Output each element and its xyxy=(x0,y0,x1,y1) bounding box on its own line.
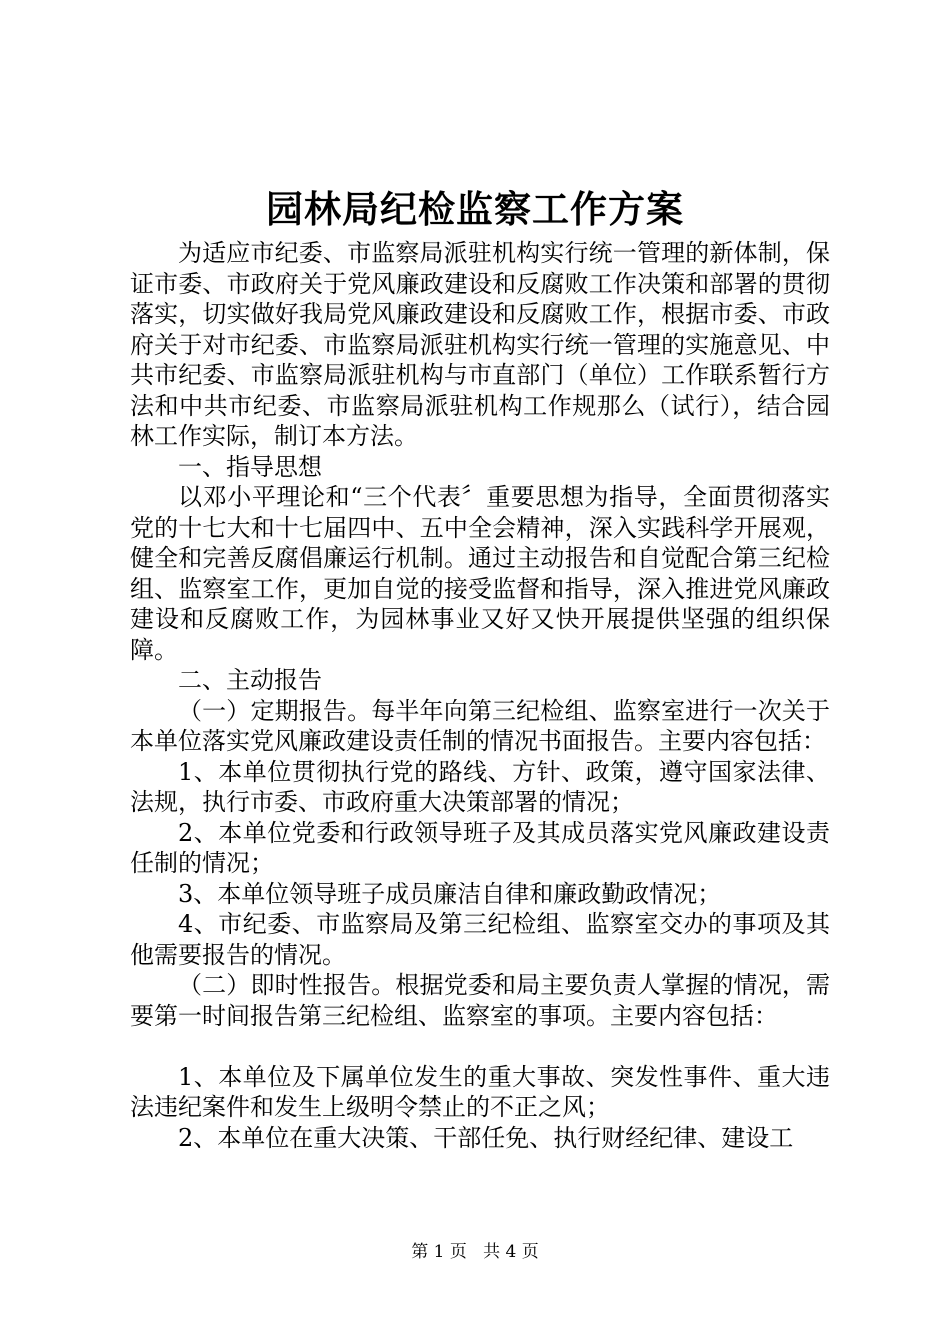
page-total: 共 4 页 xyxy=(483,1242,539,1262)
document-body xyxy=(130,238,830,1153)
list-item-periodic-3: 3、本单位领导班子成员廉洁自律和廉政勤政情况； xyxy=(178,879,722,908)
paragraph-intro: 为适应市纪委、市监察局派驻机构实行统一管理的新体制，保证市委、市政府关于党风廉政建设和反腐败工作决策和部署的贯彻落实，切实做好我局党风廉政建设和反腐败工作，根据市委、市政府关于对市纪委、市监察局派驻机构实行统一管理的实施意见、中共市纪委、市监察局派驻机构与市直部门（单位）工作联系暂行方法和中共市纪委、市监察局派驻机构工作规那么（试行），结合园林工作实际，制订本方法。 xyxy=(130,239,830,450)
list-item-instant-2: 2、本单位在重大决策、干部任免、执行财经纪律、建设工 xyxy=(178,1123,794,1152)
list-item-periodic-4: 4、市纪委、市监察局及第三纪检组、监察室交办的事项及其他需要报告的情况。 xyxy=(130,910,830,969)
list-item-periodic-1: 1、本单位贯彻执行党的路线、方针、政策，遵守国家法律、法规，执行市委、市政府重大决策部署的情况； xyxy=(130,757,830,816)
blank-line xyxy=(130,1031,830,1062)
page-footer xyxy=(0,1240,950,1264)
list-item-periodic-2: 2、本单位党委和行政领导班子及其成员落实党风廉政建设责任制的情况； xyxy=(130,818,830,877)
section-heading-guiding-thought: 一、指导思想 xyxy=(178,452,322,481)
paragraph-periodic-report: （一）定期报告。每半年向第三纪检组、监察室进行一次关于本单位落实党风廉政建设责任制的情况书面报告。主要内容包括： xyxy=(130,696,830,755)
section-heading-active-report: 二、主动报告 xyxy=(178,666,322,694)
footer-separator xyxy=(472,1242,477,1262)
list-item-instant-1: 1、本单位及下属单位发生的重大事故、突发性事件、重大违法违纪案件和发生上级明令禁止的不正之风； xyxy=(130,1062,830,1121)
paragraph-guiding-thought: 以邓小平理论和“三个代表〞重要思想为指导，全面贯彻落实党的十七大和十七届四中、五中全会精神，深入实践科学开展观，健全和完善反腐倡廉运行机制。通过主动报告和自觉配合第三纪检组、监察室工作，更加自觉的接受监督和指导，深入推进党风廉政建设和反腐败工作，为园林事业又好又快开展提供坚强的组织保障。 xyxy=(130,483,830,664)
paragraph-instant-report: （二）即时性报告。根据党委和局主要负责人掌握的情况，需要第一时间报告第三纪检组、监察室的事项。主要内容包括： xyxy=(130,971,830,1030)
page-number: 第 1 页 xyxy=(411,1242,467,1262)
document-title: 园林局纪检监察工作方案 xyxy=(266,187,684,231)
